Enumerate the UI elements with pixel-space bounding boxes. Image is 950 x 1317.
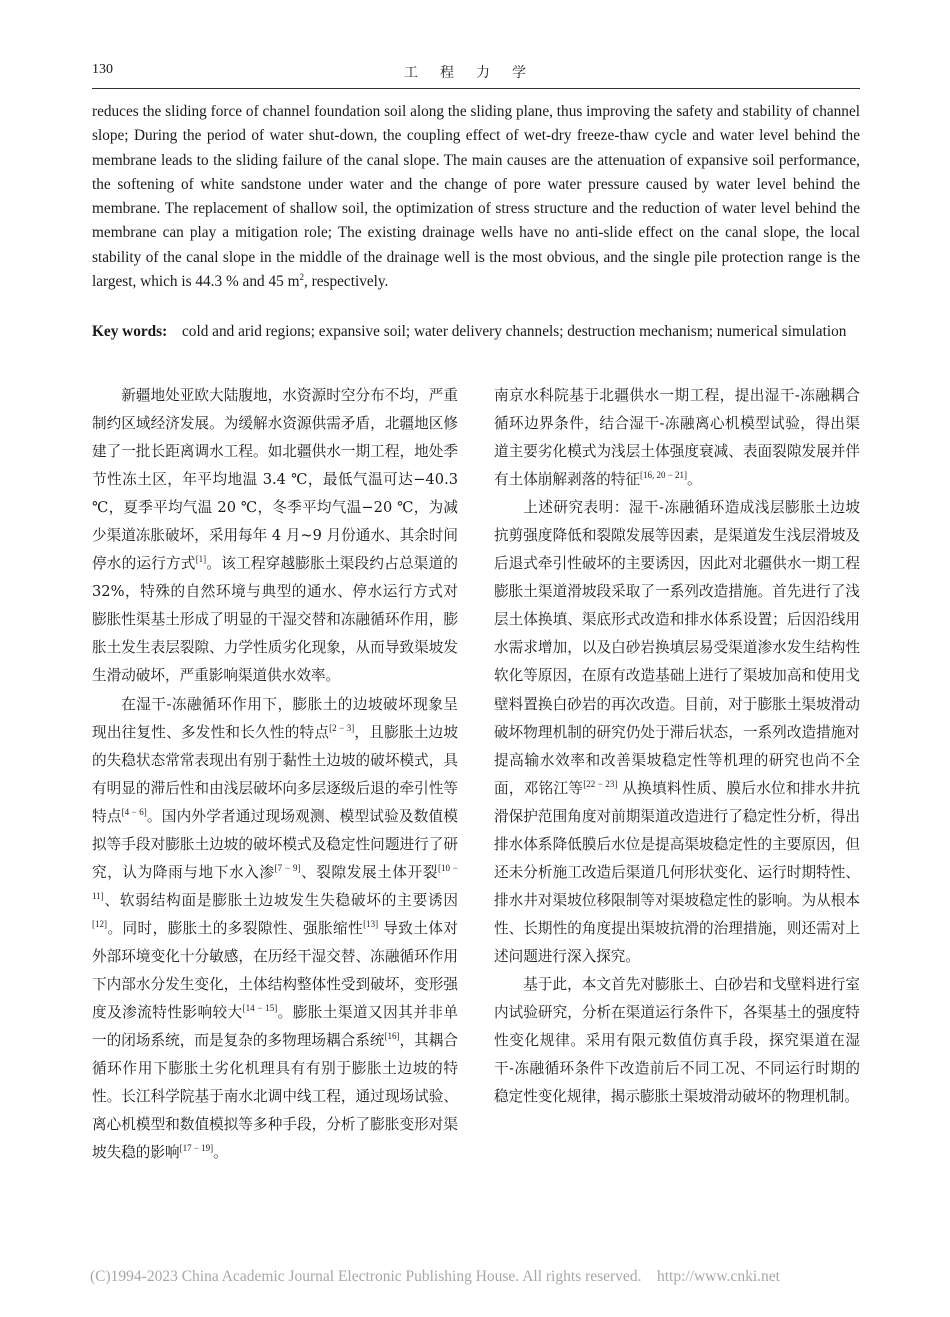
header-rule bbox=[92, 88, 860, 89]
citation: [4 − 6] bbox=[121, 806, 147, 817]
citation: [1] bbox=[195, 554, 207, 565]
keywords-text: cold and arid regions; expansive soil; water delivery channels; destruction mechanism; numerical simulation bbox=[182, 323, 847, 340]
paragraph-4: 上述研究表明：湿干-冻融循环造成浅层膨胀土边坡抗剪强度降低和裂隙发展等因素，是渠道发生浅层滑坡及后退式牵引性破坏的主要诱因，因此对北疆供水一期工程膨胀土渠道滑坡段采取了一系列改造措施。首先进行了浅层土体换填、渠底形式改造和排水体系设置；后因沿线用水需求增加，以及白砂岩换填层易受渠道渗水发生结构性软化等原因，在原有改造基础上进行了渠坡加高和使用戈壁料置换白砂岩的再次改造。目前，对于膨胀土渠坡滑动破坏物理机制的研究仍处于滞后状态，一系列改造措施对提高输水效率和改善渠坡稳定性等机理的研究也尚不全面，邓铭江等[22 − 23] 从换填料性质、膜后水位和排水井抗滑保护范围角度对前期渠道改造进行了稳定性分析，得出排水体系降低膜后水位是提高渠坡稳定性的主要原因，但还未分析施工改造后渠道几何形状变化、运行时期特性、排水井对渠坡位移限制等对渠坡稳定性的影响。为从根本性、长期性的角度提出渠坡抗滑的治理措施，则还需对上述问题进行深入探究。 bbox=[494, 499, 860, 965]
abstract-continuation bbox=[92, 100, 860, 294]
keywords-label: Key words: bbox=[92, 323, 168, 340]
citation: [13] bbox=[363, 918, 379, 929]
citation: [16] bbox=[384, 1031, 400, 1042]
left-column bbox=[92, 382, 458, 1167]
citation: [12] bbox=[92, 918, 107, 929]
paragraph-1: 新疆地处亚欧大陆腹地，水资源时空分布不均，严重制约区域经济发展。为缓解水资源供需矛盾，北疆地区修建了一批长距离调水工程。如北疆供水一期工程，地处季节性冻土区，年平均地温 3.4 ℃，最低气温可达−40.3 ℃，夏季平均气温 20 ℃，冬季平均气温−20 ℃，为减少渠道冻胀破坏，采用每年 4 月~9 月份通水、其余时间停水的运行方式[1]。该工程穿越膨胀土渠段约占总渠道的 32%，特殊的自然环境与典型的通水、停水运行方式对膨胀性渠基土形成了明显的干湿交替和冻融循环作用，膨胀土发生表层裂隙、力学性质劣化现象，从而导致渠坡发生滑动破坏，严重影响渠道供水效率。 bbox=[92, 387, 458, 685]
journal-name: 工程力学 bbox=[404, 65, 548, 81]
paragraph-5: 基于此，本文首先对膨胀土、白砂岩和戈壁料进行室内试验研究，分析在渠道运行条件下，各渠基土的强度特性变化规律。采用有限元数值仿真手段，探究渠道在湿干-冻融循环条件下改造前后不同工况、不同运行时期的稳定性变化规律，揭示膨胀土渠坡滑动破坏的物理机制。 bbox=[494, 975, 860, 1106]
copyright-footer bbox=[90, 1268, 780, 1286]
keywords bbox=[92, 320, 860, 344]
citation: [7 − 9] bbox=[274, 862, 301, 873]
page-number: 130 bbox=[92, 62, 113, 77]
citation: [16, 20 − 21] bbox=[639, 470, 688, 481]
citation: [10 − 11] bbox=[92, 862, 458, 901]
right-column bbox=[494, 382, 860, 1111]
citation: [17 − 19] bbox=[179, 1143, 214, 1154]
abstract-tail: , respectively. bbox=[303, 273, 389, 291]
paragraph-3: 南京水科院基于北疆供水一期工程，提出湿干-冻融耦合循环边界条件，结合湿干-冻融离心机模型试验，得出渠道主要劣化模式为浅层土体强度衰减、表面裂隙发展并伴有土体崩解剥落的特征[16, 20 − 21]。 bbox=[494, 387, 860, 489]
citation: [22 − 23] bbox=[583, 778, 618, 789]
citation: [2 − 3] bbox=[329, 722, 355, 733]
paragraph-2: 在湿干-冻融循环作用下，膨胀土的边坡破坏现象呈现出往复性、多发性和长久性的特点[2 − 3]，且膨胀土边坡的失稳状态常常表现出有别于黏性土边坡的破坏模式，具有明显的滞后性和由浅层破坏向多层逐级后退的牵引性等特点[4 − 6]。国内外学者通过现场观测、模型试验及数值模拟等手段对膨胀土边坡的破坏模式及稳定性问题进行了研究，认为降雨与地下水入渗[7 − 9]、裂隙发展土体开裂[10 − 11]、软弱结构面是膨胀土边坡发生失稳破坏的主要诱因[12]。同时，膨胀土的多裂隙性、强胀缩性[13] 导致土体对外部环境变化十分敏感，在历经干湿交替、冻融循环作用下内部水分发生变化，土体结构整体性受到破坏，变形强度及渗流特性影响较大[14 − 15]。膨胀土渠道又因其并非单一的闭场系统，而是复杂的多物理场耦合系统[16]，其耦合循环作用下膨胀土劣化机理具有有别于膨胀土边坡的特性。长江科学院基于南水北调中线工程，通过现场试验、离心机模型和数值模拟等多种手段，分析了膨胀变形对渠坡失稳的影响[17 − 19]。 bbox=[92, 695, 458, 1162]
abstract-superscript: 2 bbox=[299, 272, 304, 283]
copyright-text: (C)1994-2023 China Academic Journal Electronic Publishing House. All rights reserved. bbox=[90, 1268, 642, 1285]
citation: [14 − 15] bbox=[242, 1003, 278, 1014]
page-header bbox=[92, 62, 860, 86]
cnki-url: http://www.cnki.net bbox=[656, 1268, 780, 1285]
abstract-text: reduces the sliding force of channel foundation soil along the sliding plane, thus improving the safety and stability of channel slope; During the period of water shut-down, the coupling effect of wet-dry freeze-thaw cycle and water level behind the membrane leads to the sliding failure of the canal slope. The main causes are the attenuation of expansive soil performance, the softening of white sandstone under water and the change of pore water pressure caused by water level behind the membrane. The replacement of shallow soil, the optimization of stress structure and the reduction of water level behind the membrane can play a mitigation role; The existing drainage wells have no anti-slide effect on the canal slope, the local stability of the canal slope in the middle of the drainage well is the most obvious, and the single pile protection range is the largest, which is 44.3 % and 45 m bbox=[92, 103, 860, 291]
